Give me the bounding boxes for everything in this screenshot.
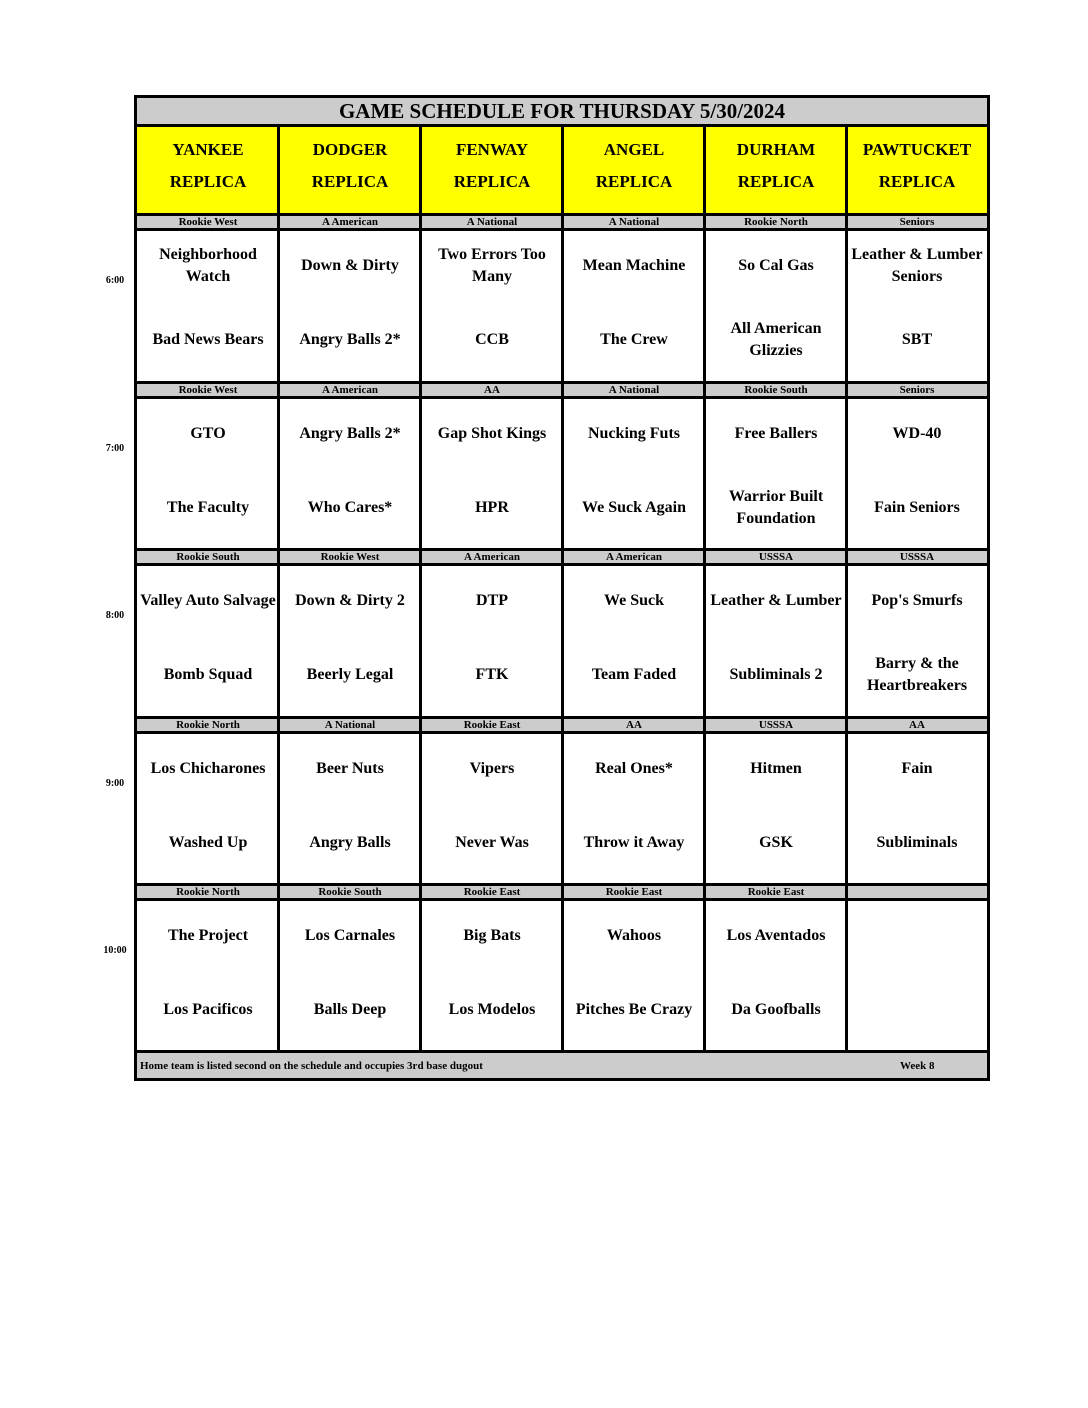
home-team: Beerly Legal bbox=[306, 666, 394, 683]
away-team: Los Aventados bbox=[726, 927, 826, 944]
away-team: Leather & Lumber bbox=[710, 592, 842, 609]
away-team: Nucking Futs bbox=[587, 425, 681, 442]
home-team: Team Faded bbox=[591, 666, 677, 683]
field-subtitle: REPLICA bbox=[737, 172, 815, 191]
home-team: Da Goofballs bbox=[731, 1001, 821, 1018]
away-team: GTO bbox=[190, 425, 226, 442]
field-header-yankee bbox=[137, 127, 279, 213]
week-label: Week 8 bbox=[900, 1060, 935, 1072]
field-subtitle: REPLICA bbox=[453, 172, 531, 191]
schedule-table bbox=[134, 95, 990, 1081]
division-label: AA bbox=[484, 384, 500, 396]
game-cell bbox=[563, 565, 705, 711]
home-team: Warrior Built Foundation bbox=[728, 488, 824, 527]
game-cell bbox=[137, 230, 279, 376]
away-team bbox=[849, 912, 985, 960]
away-team: Big Bats bbox=[463, 927, 521, 944]
field-header-pawtucket bbox=[847, 127, 987, 213]
division-label: Rookie North bbox=[176, 719, 240, 731]
field-header-fenway bbox=[421, 127, 563, 213]
game-cell bbox=[847, 565, 987, 711]
division-label: Rookie East bbox=[605, 886, 663, 898]
home-team: Subliminals 2 bbox=[729, 666, 823, 683]
away-team: Neighborhood Watch bbox=[159, 246, 257, 285]
division-label: A American bbox=[606, 551, 662, 563]
division-label: Seniors bbox=[899, 216, 935, 228]
field-name: ANGEL bbox=[603, 140, 665, 159]
home-team: Angry Balls 2* bbox=[299, 331, 401, 348]
game-cell bbox=[847, 733, 987, 879]
column-divider bbox=[561, 127, 564, 1050]
home-team: Angry Balls bbox=[309, 834, 391, 851]
game-cell bbox=[421, 733, 563, 879]
field-subtitle: REPLICA bbox=[878, 172, 956, 191]
field-header-angel bbox=[563, 127, 705, 213]
column-divider bbox=[703, 127, 706, 1050]
home-team: Los Modelos bbox=[448, 1001, 536, 1018]
home-team: Barry & the Heartbreakers bbox=[866, 655, 968, 694]
game-cell bbox=[137, 398, 279, 544]
away-team: Two Errors Too Many bbox=[438, 246, 546, 285]
away-team: Down & Dirty bbox=[301, 257, 399, 274]
home-team: Bad News Bears bbox=[152, 331, 264, 348]
field-subtitle: REPLICA bbox=[311, 172, 389, 191]
time-label: 10:00 bbox=[103, 945, 127, 956]
game-cell bbox=[563, 398, 705, 544]
game-cell bbox=[421, 900, 563, 1046]
home-team: Balls Deep bbox=[313, 1001, 387, 1018]
home-team: Bomb Squad bbox=[163, 666, 253, 683]
home-team: Washed Up bbox=[168, 834, 248, 851]
game-cell bbox=[279, 733, 421, 879]
division-label: Rookie West bbox=[178, 384, 238, 396]
away-team: Los Chicharones bbox=[150, 760, 266, 777]
game-cell bbox=[279, 565, 421, 711]
game-cell bbox=[421, 398, 563, 544]
page-title: GAME SCHEDULE FOR THURSDAY 5/30/2024 bbox=[137, 98, 987, 127]
away-team: Wahoos bbox=[606, 927, 662, 944]
game-cell bbox=[421, 565, 563, 711]
division-label: Rookie North bbox=[744, 216, 808, 228]
away-team: Beer Nuts bbox=[316, 760, 384, 777]
away-team: Hitmen bbox=[750, 760, 802, 777]
division-label: Rookie East bbox=[463, 886, 521, 898]
game-cell bbox=[279, 398, 421, 544]
away-team: Real Ones* bbox=[595, 760, 673, 777]
time-label: 9:00 bbox=[105, 778, 125, 789]
division-label: AA bbox=[626, 719, 642, 731]
time-label: 8:00 bbox=[105, 610, 125, 621]
game-cell bbox=[137, 900, 279, 1046]
footer bbox=[137, 1050, 987, 1078]
home-team: Pitches Be Crazy bbox=[575, 1001, 693, 1018]
home-team: The Faculty bbox=[166, 499, 250, 516]
game-cell bbox=[137, 733, 279, 879]
home-team: We Suck Again bbox=[581, 499, 687, 516]
away-team: Vipers bbox=[469, 760, 515, 777]
away-team: Valley Auto Salvage bbox=[140, 592, 276, 609]
game-cell bbox=[421, 230, 563, 376]
away-team: So Cal Gas bbox=[738, 257, 814, 274]
home-team: CCB bbox=[475, 331, 509, 348]
division-label: A National bbox=[608, 216, 660, 228]
away-team: WD-40 bbox=[892, 425, 942, 442]
game-cell bbox=[847, 230, 987, 376]
field-name: YANKEE bbox=[172, 140, 244, 159]
column-divider bbox=[277, 127, 280, 1050]
division-label: USSSA bbox=[758, 551, 794, 563]
division-label: Rookie South bbox=[744, 384, 808, 396]
column-divider bbox=[845, 127, 848, 1050]
division-label: USSSA bbox=[758, 719, 794, 731]
game-cell bbox=[279, 900, 421, 1046]
home-team: FTK bbox=[475, 666, 509, 683]
home-team: Subliminals bbox=[876, 834, 958, 851]
game-cell bbox=[847, 900, 987, 1046]
game-cell bbox=[705, 733, 847, 879]
away-team: Los Carnales bbox=[304, 927, 396, 944]
home-team: SBT bbox=[901, 331, 933, 348]
home-team: The Crew bbox=[600, 331, 668, 348]
away-team: Free Ballers bbox=[734, 425, 818, 442]
field-header-dodger bbox=[279, 127, 421, 213]
division-label: Rookie South bbox=[318, 886, 382, 898]
division-label: A National bbox=[608, 384, 660, 396]
division-label bbox=[847, 886, 987, 898]
home-team: Fain Seniors bbox=[874, 499, 960, 516]
game-cell bbox=[705, 230, 847, 376]
division-label: Rookie West bbox=[320, 551, 380, 563]
game-cell bbox=[279, 230, 421, 376]
home-team: All American Glizzies bbox=[730, 320, 822, 359]
division-label: Rookie East bbox=[463, 719, 521, 731]
division-label: AA bbox=[909, 719, 925, 731]
game-cell bbox=[705, 398, 847, 544]
division-label: A American bbox=[464, 551, 520, 563]
game-cell bbox=[847, 398, 987, 544]
game-cell bbox=[137, 565, 279, 711]
game-cell bbox=[563, 733, 705, 879]
division-label: Rookie North bbox=[176, 886, 240, 898]
division-label: A National bbox=[324, 719, 376, 731]
home-team: Throw it Away bbox=[583, 834, 685, 851]
away-team: Mean Machine bbox=[582, 257, 686, 274]
division-label: Seniors bbox=[899, 384, 935, 396]
footer-note: Home team is listed second on the schedule and occupies 3rd base dugout bbox=[140, 1060, 483, 1072]
home-team: Never Was bbox=[455, 834, 529, 851]
division-label: A National bbox=[466, 216, 518, 228]
away-team: Pop's Smurfs bbox=[871, 592, 963, 609]
field-subtitle: REPLICA bbox=[595, 172, 673, 191]
game-cell bbox=[705, 565, 847, 711]
away-team: Fain bbox=[901, 760, 933, 777]
field-name: PAWTUCKET bbox=[862, 140, 972, 159]
game-cell bbox=[563, 900, 705, 1046]
home-team: Los Pacificos bbox=[163, 1001, 253, 1018]
time-label: 7:00 bbox=[105, 443, 125, 454]
home-team bbox=[849, 986, 985, 1034]
division-label: A American bbox=[322, 384, 378, 396]
column-divider bbox=[419, 127, 422, 1050]
home-team: GSK bbox=[759, 834, 793, 851]
home-team: Who Cares* bbox=[307, 499, 393, 516]
division-label: Rookie West bbox=[178, 216, 238, 228]
field-subtitle: REPLICA bbox=[169, 172, 247, 191]
away-team: Leather & Lumber Seniors bbox=[851, 246, 983, 285]
division-label: Rookie East bbox=[747, 886, 805, 898]
away-team: The Project bbox=[167, 927, 249, 944]
field-name: DODGER bbox=[312, 140, 388, 159]
home-team: HPR bbox=[475, 499, 509, 516]
away-team: We Suck bbox=[603, 592, 664, 609]
away-team: Down & Dirty 2 bbox=[295, 592, 405, 609]
away-team: Angry Balls 2* bbox=[299, 425, 401, 442]
time-label: 6:00 bbox=[105, 275, 125, 286]
away-team: Gap Shot Kings bbox=[437, 425, 547, 442]
division-label: Rookie South bbox=[176, 551, 240, 563]
division-label: A American bbox=[322, 216, 378, 228]
away-team: DTP bbox=[476, 592, 508, 609]
field-name: FENWAY bbox=[455, 140, 529, 159]
field-header-durham bbox=[705, 127, 847, 213]
field-name: DURHAM bbox=[736, 140, 816, 159]
game-cell bbox=[705, 900, 847, 1046]
game-cell bbox=[563, 230, 705, 376]
division-label: USSSA bbox=[899, 551, 935, 563]
